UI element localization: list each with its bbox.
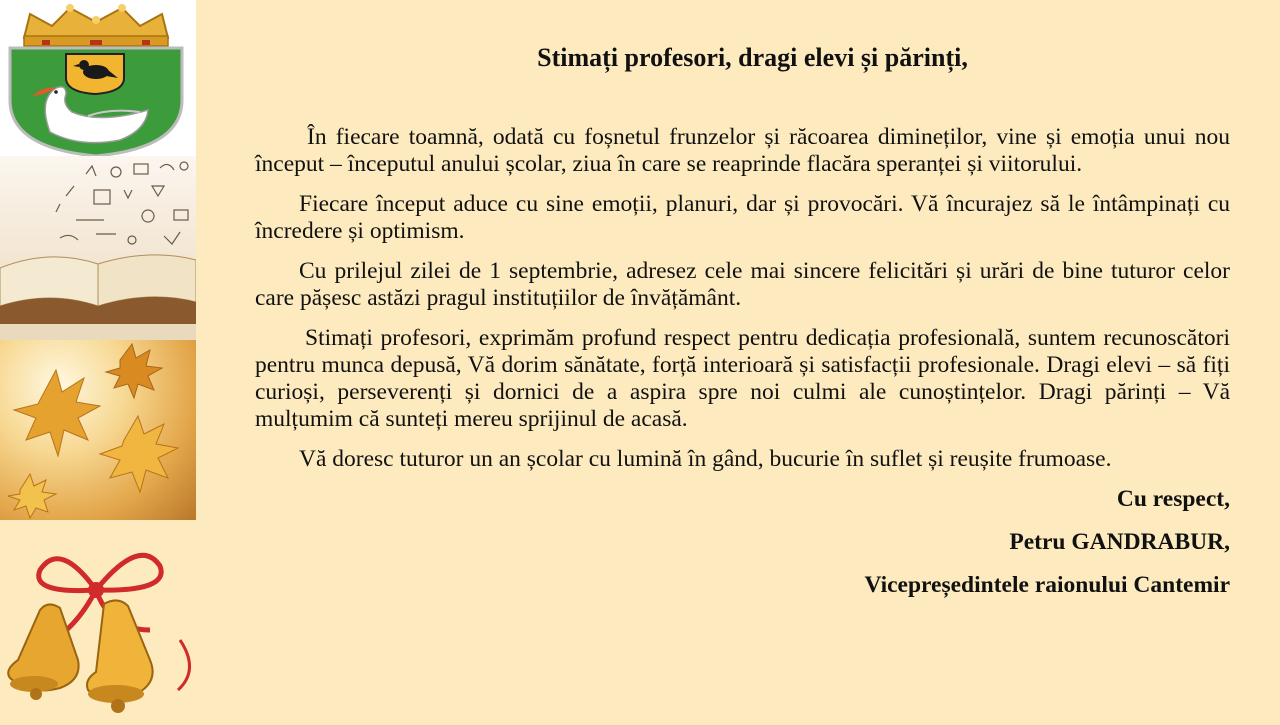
raven-icon bbox=[66, 54, 124, 94]
letter-paragraph: Fiecare început aduce cu sine emoții, planuri, dar și provocări. Vă încurajez să le întâmpinați cu încredere și optimism. bbox=[255, 191, 1230, 244]
golden-bells-image bbox=[0, 520, 196, 720]
decorative-left-strip bbox=[0, 0, 196, 720]
bell-icon bbox=[8, 582, 152, 713]
letter-paragraph: Cu prilejul zilei de 1 septembrie, adresez cele mai sincere felicitări și urări de bine tuturor celor care pășesc astăzi pragul instituțiilor de învățământ. bbox=[255, 258, 1230, 311]
letter-paragraph: Stimați profesori, exprimăm profund respect pentru dedicația profesională, suntem recunoscători pentru munca depusă, Vă dorim sănătate, forță interioară și satisfacții profesionale. Dragi elevi – să fiți curioși, perseverenți și dornici de a aspira spre noi culmi ale cunoștințelor. Dragi părinți – Vă mulțumim că sunteți mereu sprijinul de acasă. bbox=[255, 325, 1230, 432]
letter-paragraph: În fiecare toamnă, odată cu foșnetul frunzelor și răcoarea dimineților, vine și emoția unui nou început – începutul anului școlar, ziua în care se reaprinde flacăra speranței și viitorului. bbox=[255, 124, 1230, 177]
signer-title: Vicepreședintele raionului Cantemir bbox=[864, 572, 1230, 598]
letter-content bbox=[255, 38, 1230, 615]
letter-body bbox=[255, 124, 1230, 473]
coat-of-arms-image bbox=[0, 0, 196, 156]
letter-greeting: Stimați profesori, dragi elevi și părinți, bbox=[537, 43, 968, 72]
book-icon bbox=[0, 255, 196, 340]
doodles-icon bbox=[56, 162, 188, 244]
letter-paragraph: Vă doresc tuturor un an școlar cu lumină în gând, bucurie în suflet și reușite frumoase. bbox=[299, 446, 1112, 472]
closing-line: Cu respect, bbox=[1116, 486, 1230, 512]
autumn-leaves-image bbox=[0, 340, 196, 520]
signature-block bbox=[255, 486, 1230, 599]
open-book-image bbox=[0, 156, 196, 340]
maple-leaf-icon bbox=[8, 344, 178, 518]
signer-name: Petru GANDRABUR, bbox=[1009, 529, 1230, 555]
crown-icon bbox=[24, 4, 168, 46]
